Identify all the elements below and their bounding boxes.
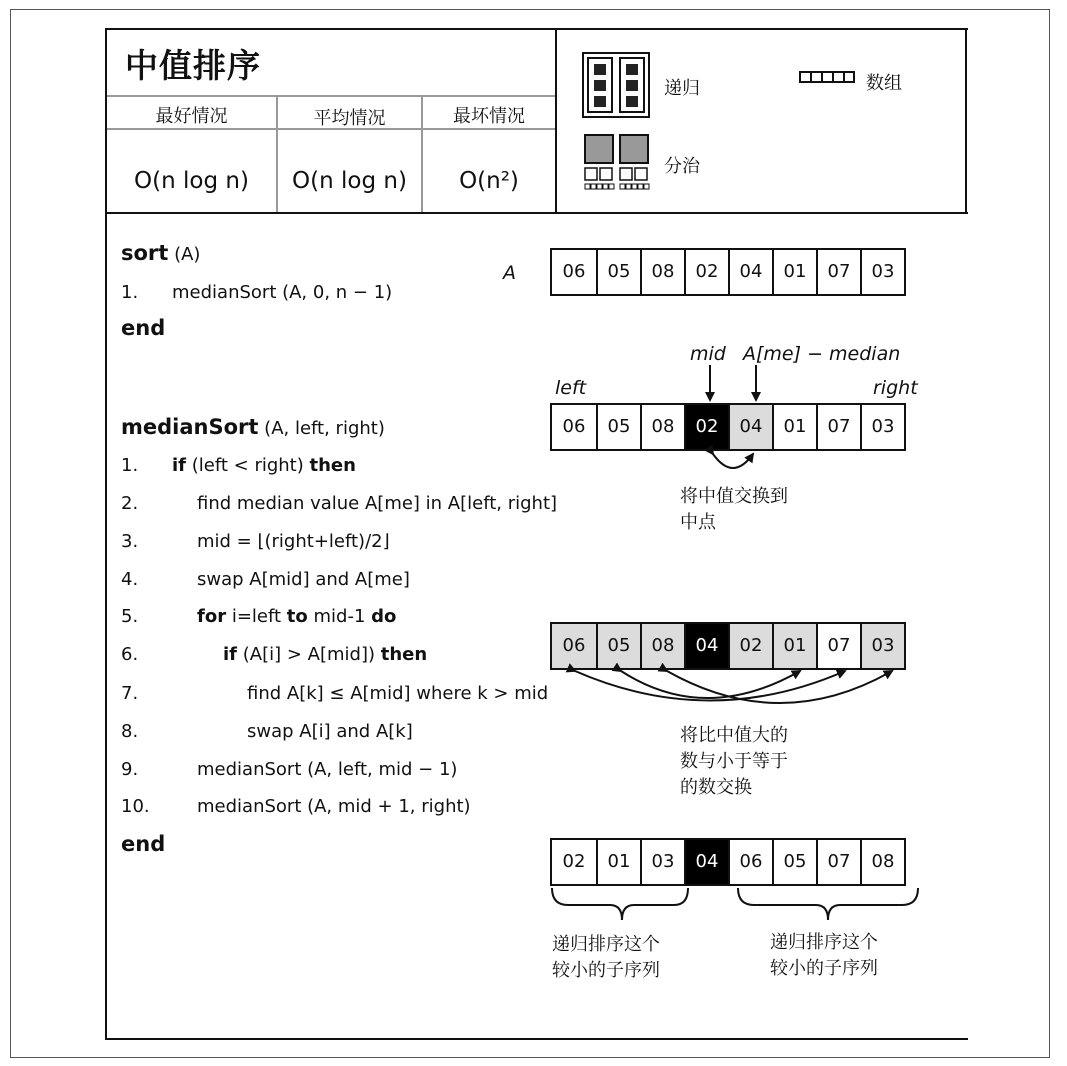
caption-line: 递归排序这个: [552, 934, 660, 955]
left-label: left: [555, 377, 587, 399]
caption-line: 的数交换: [680, 777, 752, 798]
line-number: 9.: [121, 759, 139, 780]
array-cell: 03: [860, 250, 904, 294]
caption-line: 较小的子序列: [770, 958, 878, 979]
array-cell: 01: [596, 840, 640, 884]
loop-bound: mid-1: [313, 606, 366, 627]
mediansort-keyword: medianSort: [121, 415, 259, 439]
array-cell: 01: [772, 250, 816, 294]
array-cell: 02: [684, 250, 728, 294]
caption-recurse-left: [552, 932, 660, 984]
array-cell: 01: [772, 405, 816, 449]
title-rule: [107, 95, 555, 97]
array-cell: 08: [640, 405, 684, 449]
array-cell: 06: [728, 840, 772, 884]
array-cell: 03: [860, 624, 904, 668]
caption-line: 数与小于等于: [680, 751, 788, 772]
caption-line: 递归排序这个: [770, 932, 878, 953]
mediansort-end: end: [121, 832, 166, 856]
legend-icons: [580, 50, 652, 200]
array-label: A: [503, 262, 516, 284]
mediansort-args: (A, left, right): [264, 418, 385, 439]
array-cell: 05: [772, 840, 816, 884]
caption-swap-larger: [680, 723, 788, 801]
line-text: medianSort (A, 0, n − 1): [172, 282, 393, 303]
case-best-complexity: O(n log n): [134, 168, 249, 194]
legend-array-label: 数组: [866, 73, 902, 94]
median-ref: A[me]: [743, 343, 802, 365]
condition: (left < right): [191, 455, 304, 476]
median-eq: −: [807, 343, 823, 365]
line-number: 1.: [121, 282, 139, 303]
array-cell: 07: [816, 405, 860, 449]
code-line-8: [121, 721, 413, 742]
array-cell: 04: [684, 840, 728, 884]
line-number: 6.: [121, 644, 139, 665]
case-average-complexity: O(n log n): [292, 168, 407, 194]
code-line-4: [121, 569, 410, 590]
line-number: 5.: [121, 606, 139, 627]
keyword-for: for: [197, 606, 227, 627]
line-text: medianSort (A, mid + 1, right): [197, 796, 471, 817]
mediansort-signature: [121, 415, 385, 439]
right-brace: [738, 888, 918, 920]
line-text: swap A[mid] and A[me]: [197, 569, 410, 590]
line-number: 1.: [121, 455, 139, 476]
array-cell: 05: [596, 624, 640, 668]
array-cell: 03: [860, 405, 904, 449]
swap-arrow-1: [575, 671, 845, 701]
array-cell: 04: [684, 624, 728, 668]
array-cell: 08: [640, 250, 684, 294]
code-line-2: [121, 493, 558, 514]
array-cell: 04: [728, 405, 772, 449]
code-line-1: [121, 455, 356, 476]
array-cell: 07: [816, 624, 860, 668]
line-text: find median value A[me] in A[left, right]: [197, 493, 558, 514]
array-cell: 03: [640, 840, 684, 884]
case-best-label: 最好情况: [155, 106, 228, 127]
median-word: median: [829, 343, 901, 365]
line-text: mid = ⌊(right+left)/2⌋: [197, 531, 390, 552]
array-cell: 08: [860, 840, 904, 884]
legend-divide-conquer-label: 分治: [664, 156, 700, 177]
line-number: 4.: [121, 569, 139, 590]
line-text: swap A[i] and A[k]: [247, 721, 413, 742]
array-cell: 06: [552, 624, 596, 668]
case-average-label: 平均情况: [313, 108, 386, 129]
array-cell: 02: [684, 405, 728, 449]
keyword-then: then: [380, 644, 428, 665]
array-cell: 05: [596, 250, 640, 294]
array-initial: [550, 248, 906, 296]
left-brace: [552, 888, 688, 920]
line-content: [223, 644, 427, 665]
keyword-if: if: [223, 644, 238, 665]
sort-args: (A): [174, 244, 201, 265]
header-divider: [555, 28, 557, 214]
keyword-if: if: [172, 455, 187, 476]
sort-signature: [121, 241, 200, 265]
mid-label: mid: [690, 343, 726, 365]
array-icon: [799, 71, 857, 85]
diagram-arrows: [540, 360, 940, 940]
case-worst-complexity: O(n²): [459, 168, 519, 194]
line-number: 8.: [121, 721, 139, 742]
array-cell: 08: [640, 624, 684, 668]
line-content: [197, 606, 396, 627]
sort-line-1: [121, 282, 393, 303]
caption-line: 中点: [680, 512, 716, 533]
array-cell: 07: [816, 840, 860, 884]
keyword-to: to: [286, 606, 308, 627]
code-line-3: [121, 531, 390, 552]
line-text: find A[k] ≤ A[mid] where k > mid: [247, 683, 549, 704]
code-line-7: [121, 683, 549, 704]
header-right-edge: [965, 28, 967, 214]
caption-swap-median: [680, 484, 788, 536]
caption-line: 将比中值大的: [680, 725, 788, 746]
array-cell: 05: [596, 405, 640, 449]
caption-line: 将中值交换到: [680, 486, 788, 507]
case-worst-label: 最坏情况: [453, 106, 525, 127]
caption-line: 较小的子序列: [552, 960, 660, 981]
line-content: [172, 455, 356, 476]
sort-end: end: [121, 316, 166, 340]
divide-conquer-icon: [585, 135, 649, 189]
array-cell: 01: [772, 624, 816, 668]
page-title: 中值排序: [125, 46, 261, 85]
legend-recursion-label: 递归: [664, 78, 700, 99]
array-cell: 06: [552, 250, 596, 294]
array-cell: 07: [816, 250, 860, 294]
recursion-icon: [583, 53, 649, 117]
code-line-6: [121, 644, 428, 665]
line-number: 7.: [121, 683, 139, 704]
array-cell: 02: [552, 840, 596, 884]
array-cell: 06: [552, 405, 596, 449]
caption-recurse-right: [770, 930, 878, 982]
keyword-do: do: [371, 606, 397, 627]
header-bottom-rule: [105, 212, 968, 214]
condition: (A[i] > A[mid]): [242, 644, 375, 665]
line-number: 10.: [121, 796, 150, 817]
loop-init: i=left: [231, 606, 282, 627]
line-number: 3.: [121, 531, 139, 552]
array-cell: 02: [728, 624, 772, 668]
code-line-9: [121, 759, 458, 780]
keyword-then: then: [309, 455, 356, 476]
swap-median-arrow: [713, 454, 753, 468]
line-text: medianSort (A, left, mid − 1): [197, 759, 458, 780]
code-line-10: [121, 796, 471, 817]
line-number: 2.: [121, 493, 139, 514]
sort-keyword: sort: [121, 241, 169, 265]
array-cell: 04: [728, 250, 772, 294]
code-line-5: [121, 606, 397, 627]
right-label: right: [873, 377, 918, 399]
